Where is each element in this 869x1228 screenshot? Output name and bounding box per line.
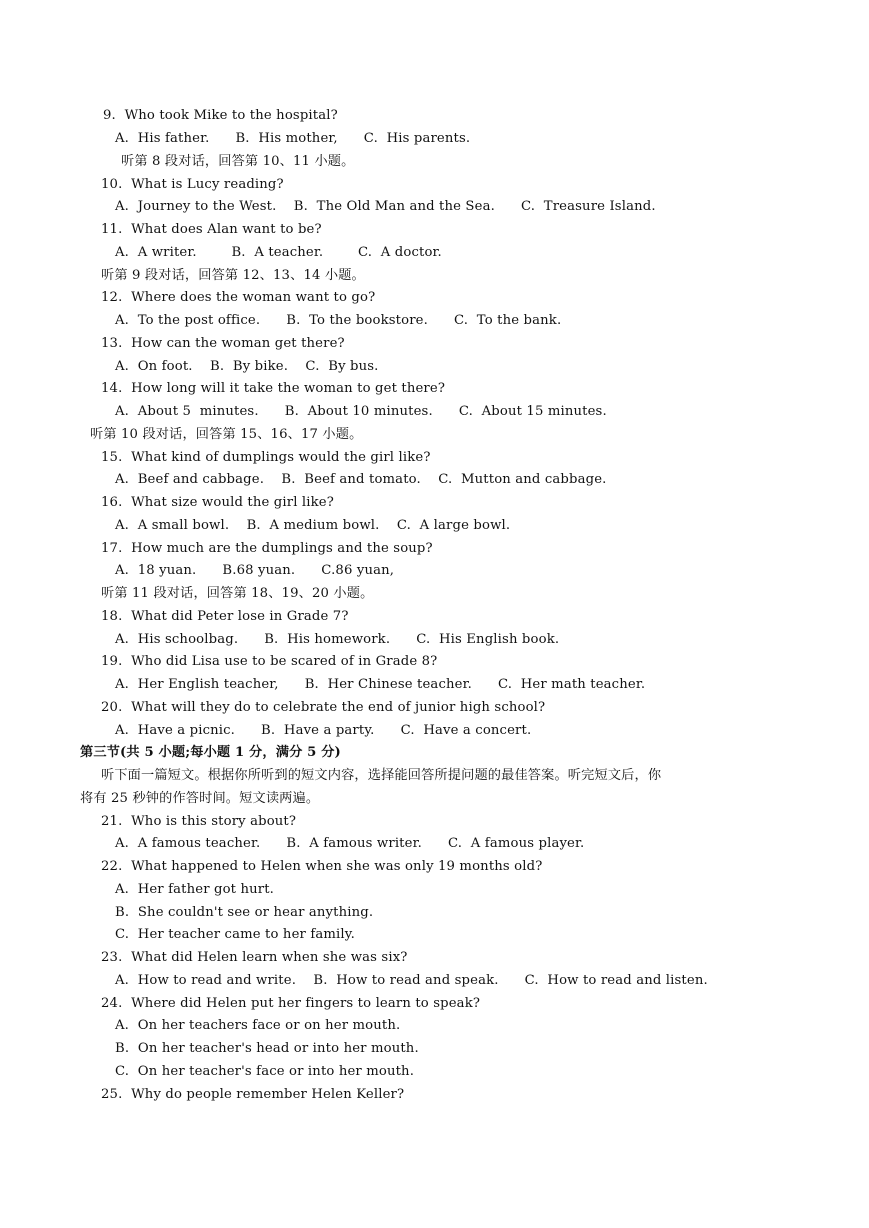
option-line: A. About 5 minutes. B. About 10 minutes. C. About 15 minutes. <box>115 404 607 419</box>
option-line: B. She couldn't see or hear anything. <box>115 905 374 920</box>
question-line: 11. What does Alan want to be? <box>101 222 322 237</box>
option-line: A. On her teachers face or on her mouth. <box>115 1018 401 1033</box>
option-line: A. On foot. B. By bike. C. By bus. <box>115 359 379 374</box>
question-line: 24. Where did Helen put her fingers to learn to speak? <box>101 996 481 1011</box>
question-line: 21. Who is this story about? <box>101 814 297 829</box>
option-line: B. On her teacher's head or into her mouth. <box>115 1041 419 1056</box>
option-line: C. Her teacher came to her family. <box>115 927 355 942</box>
instruction-line: 听第 11 段对话，回答第 18、19、20 小题。 <box>101 586 374 601</box>
question-line: 9. Who took Mike to the hospital? <box>103 108 338 123</box>
option-line: A. A writer. B. A teacher. C. A doctor. <box>115 245 442 260</box>
option-line: A. A famous teacher. B. A famous writer. C. A famous player. <box>115 836 585 851</box>
section-heading: 第三节(共 5 小题;每小题 1 分，满分 5 分) <box>80 745 341 760</box>
instruction-line: 将有 25 秒钟的作答时间。短文读两遍。 <box>80 791 320 806</box>
question-line: 10. What is Lucy reading? <box>101 177 284 192</box>
instruction-line: 听第 10 段对话，回答第 15、16、17 小题。 <box>90 427 363 442</box>
question-line: 13. How can the woman get there? <box>101 336 345 351</box>
instruction-line: 听第 8 段对话，回答第 10、11 小题。 <box>121 154 355 169</box>
option-line: A. Beef and cabbage. B. Beef and tomato. C. Mutton and cabbage. <box>115 472 607 487</box>
option-line: A. 18 yuan. B.68 yuan. C.86 yuan, <box>115 563 395 578</box>
question-line: 17. How much are the dumplings and the soup? <box>101 541 433 556</box>
question-line: 12. Where does the woman want to go? <box>101 290 376 305</box>
option-line: A. A small bowl. B. A medium bowl. C. A large bowl. <box>115 518 511 533</box>
question-line: 15. What kind of dumplings would the girl like? <box>101 450 431 465</box>
question-line: 14. How long will it take the woman to get there? <box>101 381 446 396</box>
question-line: 18. What did Peter lose in Grade 7? <box>101 609 349 624</box>
question-line: 16. What size would the girl like? <box>101 495 334 510</box>
option-line: A. His schoolbag. B. His homework. C. His English book. <box>115 632 560 647</box>
option-line: A. Her English teacher, B. Her Chinese teacher. C. Her math teacher. <box>115 677 646 692</box>
option-line: A. How to read and write. B. How to read and speak. C. How to read and listen. <box>115 973 708 988</box>
question-line: 20. What will they do to celebrate the end of junior high school? <box>101 700 546 715</box>
question-line: 19. Who did Lisa use to be scared of in Grade 8? <box>101 654 438 669</box>
question-line: 25. Why do people remember Helen Keller? <box>101 1087 405 1102</box>
option-line: A. Have a picnic. B. Have a party. C. Have a concert. <box>115 723 532 738</box>
option-line: A. His father. B. His mother, C. His parents. <box>115 131 471 146</box>
question-line: 23. What did Helen learn when she was six? <box>101 950 408 965</box>
instruction-line: 听下面一篇短文。根据你所听到的短文内容，选择能回答所提问题的最佳答案。听完短文后，你 <box>101 768 662 783</box>
option-line: A. Her father got hurt. <box>115 882 274 897</box>
question-line: 22. What happened to Helen when she was only 19 months old? <box>101 859 543 874</box>
instruction-line: 听第 9 段对话，回答第 12、13、14 小题。 <box>101 268 365 283</box>
option-line: A. Journey to the West. B. The Old Man and the Sea. C. Treasure Island. <box>115 199 656 214</box>
option-line: A. To the post office. B. To the bookstore. C. To the bank. <box>115 313 562 328</box>
option-line: C. On her teacher's face or into her mouth. <box>115 1064 415 1079</box>
